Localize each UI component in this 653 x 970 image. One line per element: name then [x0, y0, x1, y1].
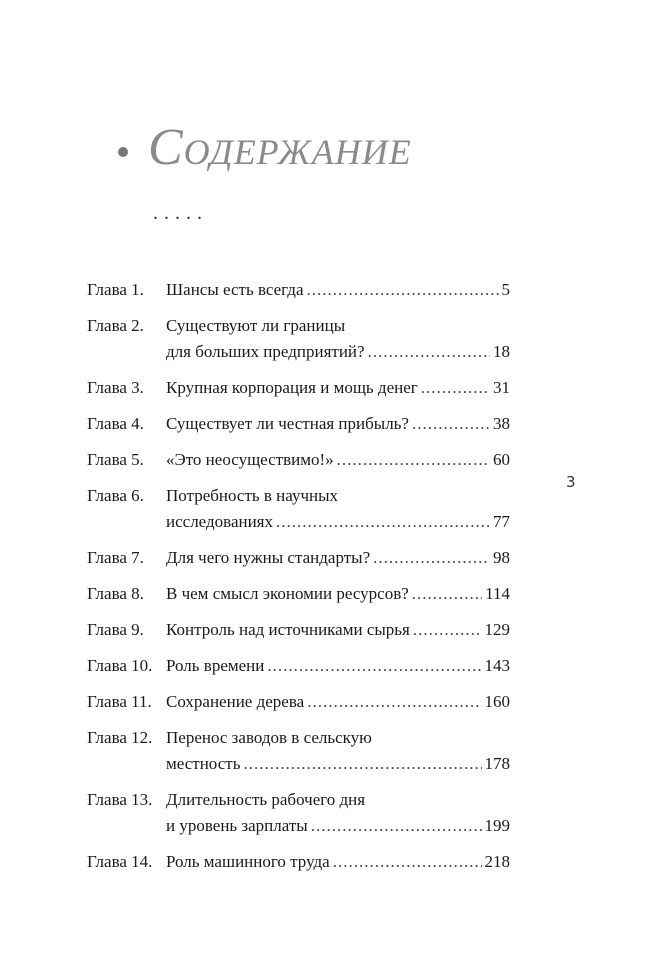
toc-title: В чем смысл экономии ресурсов?: [166, 584, 409, 603]
toc-entry[interactable]: [87, 545, 510, 571]
toc-chapter-label: Глава 2.: [87, 316, 144, 335]
toc-entry[interactable]: [87, 483, 510, 535]
toc-title: Для чего нужны стандарты?: [166, 548, 371, 567]
toc-entry[interactable]: [87, 581, 510, 607]
dot-leader: [412, 411, 490, 437]
toc-page-number: 18: [493, 342, 510, 361]
toc-page-number: 114: [485, 584, 510, 603]
toc-chapter-label: Глава 10.: [87, 656, 153, 675]
table-of-contents: [87, 277, 510, 885]
toc-chapter-label: Глава 14.: [87, 852, 153, 871]
toc-page-number: 38: [493, 414, 510, 433]
heading: [118, 118, 412, 177]
dot-leader: [243, 751, 481, 777]
toc-chapter-label: Глава 9.: [87, 620, 144, 639]
dot-leader: [311, 813, 482, 839]
toc-title: и уровень зарплаты: [166, 816, 308, 835]
toc-page-number: 60: [493, 450, 510, 469]
toc-title: Роль машинного труда: [166, 852, 330, 871]
dot-leader: [307, 689, 481, 715]
page-number: 3: [566, 473, 576, 491]
toc-entry[interactable]: [87, 375, 510, 401]
dot-leader: [333, 849, 482, 875]
toc-title: исследованиях: [166, 512, 274, 531]
toc-entry[interactable]: [87, 313, 510, 365]
toc-chapter-label: Глава 1.: [87, 280, 144, 299]
toc-entry[interactable]: [87, 617, 510, 643]
toc-page-number: 129: [484, 620, 510, 639]
toc-page-number: 218: [484, 852, 510, 871]
dot-leader: [267, 653, 481, 679]
toc-page-number: 5: [501, 280, 510, 299]
dot-leader: [307, 277, 499, 303]
toc-chapter-label: Глава 8.: [87, 584, 144, 603]
toc-entry[interactable]: [87, 277, 510, 303]
toc-title: Шансы есть всегда: [166, 280, 304, 299]
toc-page-number: 98: [493, 548, 510, 567]
toc-chapter-label: Глава 5.: [87, 450, 144, 469]
toc-title: местность: [166, 754, 241, 773]
toc-chapter-label: Глава 3.: [87, 378, 144, 397]
dot-leader: [412, 581, 482, 607]
page-title: Содержание: [148, 119, 412, 176]
toc-title-line: Существуют ли границы: [166, 316, 346, 335]
toc-page-number: 143: [484, 656, 510, 675]
toc-title: Крупная корпорация и мощь денег: [166, 378, 418, 397]
toc-chapter-label: Глава 6.: [87, 486, 144, 505]
dot-leader: [413, 617, 482, 643]
toc-entry[interactable]: [87, 787, 510, 839]
toc-page-number: 160: [484, 692, 510, 711]
dot-leader: [373, 545, 490, 571]
toc-title-line: Перенос заводов в сельскую: [166, 728, 372, 747]
toc-chapter-label: Глава 4.: [87, 414, 144, 433]
toc-title: Существует ли честная прибыль?: [166, 414, 409, 433]
toc-entry[interactable]: [87, 411, 510, 437]
toc-chapter-label: Глава 12.: [87, 728, 153, 747]
toc-title-line: Потребность в научных: [166, 486, 339, 505]
toc-page-number: 199: [484, 816, 510, 835]
ornament-dots: .....: [153, 202, 208, 224]
toc-title: Сохранение дерева: [166, 692, 305, 711]
toc-page-number: 178: [484, 754, 510, 773]
toc-page-number: 31: [493, 378, 510, 397]
toc-title: для больших предприятий?: [166, 342, 365, 361]
toc-entry[interactable]: [87, 725, 510, 777]
toc-title-line: Длительность рабочего дня: [166, 790, 366, 809]
toc-chapter-label: Глава 11.: [87, 692, 152, 711]
toc-title: «Это неосуществимо!»: [166, 450, 334, 469]
dot-leader: [421, 375, 490, 401]
toc-entry[interactable]: [87, 653, 510, 679]
toc-entry[interactable]: [87, 689, 510, 715]
toc-page-number: 77: [493, 512, 510, 531]
toc-entry[interactable]: [87, 849, 510, 875]
toc-chapter-label: Глава 7.: [87, 548, 144, 567]
toc-title: Контроль над источниками сырья: [166, 620, 410, 639]
dot-leader: [368, 339, 490, 365]
bullet-icon: [118, 147, 128, 157]
toc-chapter-label: Глава 13.: [87, 790, 153, 809]
dot-leader: [276, 509, 490, 535]
toc-entry[interactable]: [87, 447, 510, 473]
dot-leader: [337, 447, 490, 473]
toc-title: Роль времени: [166, 656, 265, 675]
